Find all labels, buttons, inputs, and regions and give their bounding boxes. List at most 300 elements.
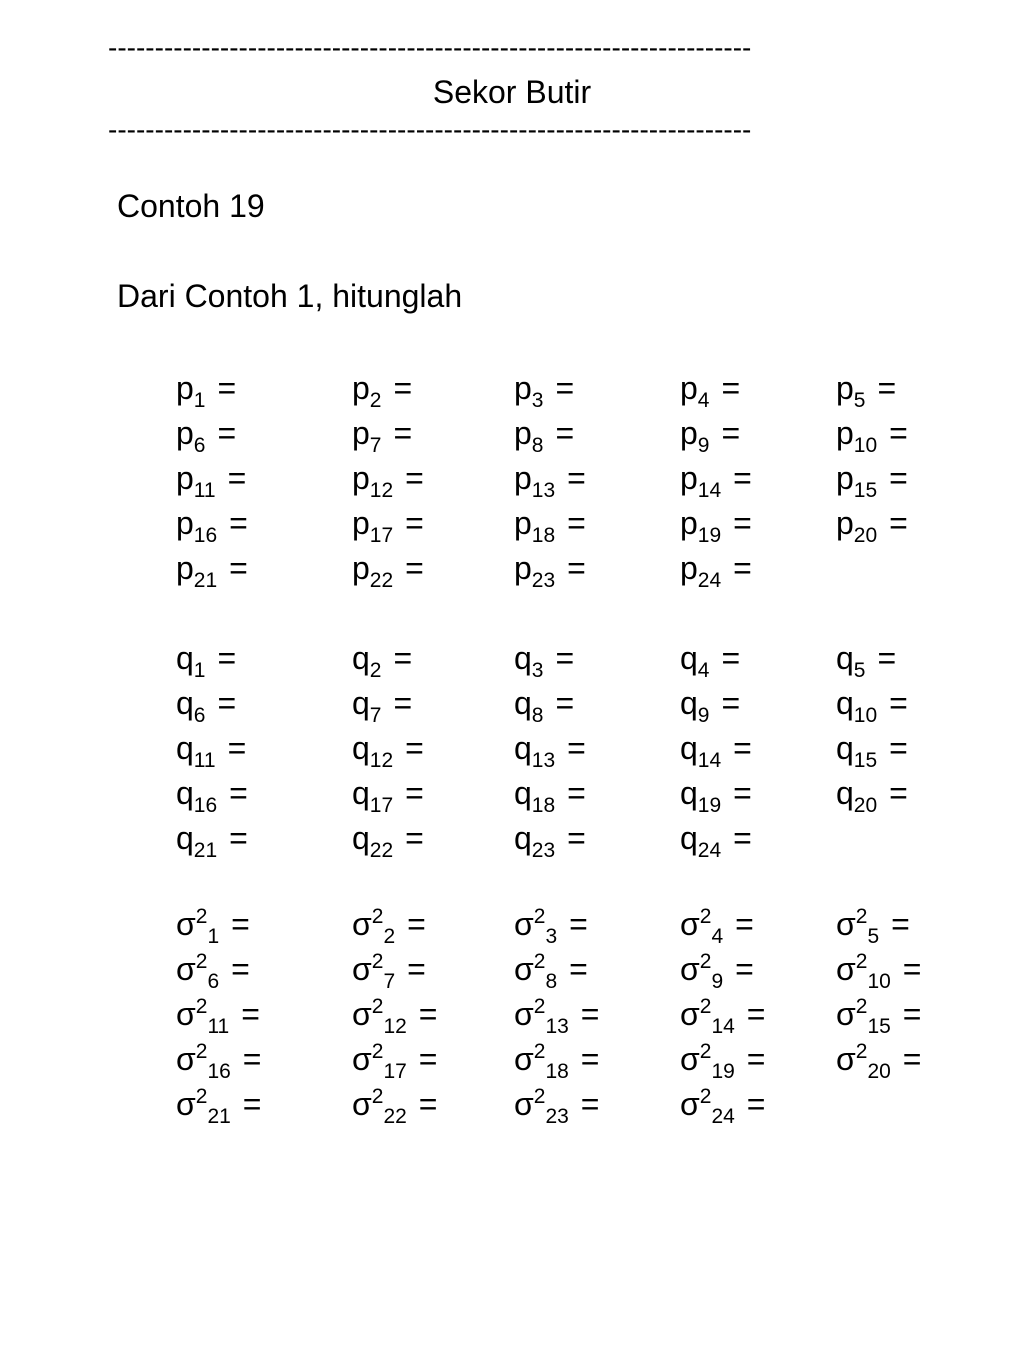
q-item-equals: =	[733, 820, 752, 856]
p-item-index: 3	[531, 388, 544, 412]
q-item-index: 24	[697, 838, 722, 862]
variance-item-equals: =	[418, 1041, 438, 1077]
q-item	[352, 683, 413, 727]
variance-item-symbol: σ	[352, 996, 372, 1032]
variance-item-symbol: σ	[836, 1041, 856, 1077]
p-item-index: 14	[697, 478, 722, 502]
q-item-equals: =	[217, 640, 237, 676]
variance-item	[680, 949, 754, 993]
variance-item	[176, 949, 250, 993]
q-item-symbol: q	[680, 820, 698, 856]
q-item-index: 2	[369, 658, 382, 682]
q-item-equals: =	[405, 730, 424, 766]
p-item	[836, 368, 897, 412]
q-item-index: 13	[531, 748, 556, 772]
p-item-index: 7	[369, 433, 382, 457]
q-item-equals: =	[393, 640, 413, 676]
variance-item-equals: =	[735, 951, 754, 987]
q-item-index: 8	[531, 703, 544, 727]
p-item-symbol: p	[514, 505, 532, 541]
p-item-equals: =	[889, 505, 908, 541]
q-item	[514, 683, 575, 727]
p-item-equals: =	[567, 505, 586, 541]
variance-item-power: 2	[699, 1040, 712, 1064]
variance-item-symbol: σ	[836, 906, 856, 942]
q-item-symbol: q	[176, 775, 194, 811]
variance-item-index: 12	[383, 1014, 407, 1038]
variance-item-index: 8	[545, 969, 558, 993]
p-item-symbol: p	[514, 460, 532, 496]
q-item-equals: =	[733, 730, 752, 766]
q-item-index: 7	[369, 703, 382, 727]
p-item-index: 5	[853, 388, 866, 412]
variance-item	[176, 1039, 262, 1083]
p-item-equals: =	[877, 370, 897, 406]
variance-item-power: 2	[195, 995, 208, 1019]
variance-item	[514, 1039, 600, 1083]
variance-item-index: 13	[545, 1014, 569, 1038]
p-item-equals: =	[555, 415, 575, 451]
variance-item	[836, 904, 910, 948]
q-item-symbol: q	[836, 640, 854, 676]
p-item	[176, 368, 237, 412]
p-item-index: 1	[193, 388, 206, 412]
p-item-symbol: p	[836, 370, 854, 406]
q-item	[680, 683, 741, 727]
variance-item-power: 2	[533, 995, 546, 1019]
variance-item-equals: =	[418, 1086, 438, 1122]
p-item	[514, 368, 575, 412]
q-item-symbol: q	[680, 685, 698, 721]
variance-item-power: 2	[195, 950, 208, 974]
p-item	[680, 368, 741, 412]
q-item-index: 21	[193, 838, 218, 862]
p-item	[514, 458, 586, 502]
variance-item-equals: =	[569, 951, 588, 987]
variance-item-power: 2	[855, 995, 868, 1019]
variance-item-equals: =	[746, 996, 766, 1032]
q-item-symbol: q	[176, 640, 194, 676]
variance-item-power: 2	[533, 905, 546, 929]
variance-item-power: 2	[371, 950, 384, 974]
p-item-equals: =	[405, 550, 424, 586]
variance-item-index: 11	[207, 1014, 230, 1038]
p-item	[176, 413, 237, 457]
q-item	[514, 818, 586, 862]
variance-item-index: 15	[867, 1014, 891, 1038]
q-item-index: 9	[697, 703, 710, 727]
p-item-equals: =	[229, 550, 248, 586]
p-item-symbol: p	[680, 460, 698, 496]
p-item-symbol: p	[176, 505, 194, 541]
p-item-equals: =	[567, 460, 586, 496]
variance-item-index: 6	[207, 969, 220, 993]
q-item	[176, 683, 237, 727]
variance-item-symbol: σ	[514, 996, 534, 1032]
variance-item	[680, 904, 754, 948]
example-title: Contoh 19	[117, 188, 265, 224]
q-item-equals: =	[229, 775, 248, 811]
q-item	[680, 818, 752, 862]
variance-item	[514, 949, 588, 993]
p-item-index: 15	[853, 478, 878, 502]
q-item-index: 4	[697, 658, 710, 682]
p-item-index: 9	[697, 433, 710, 457]
q-item	[176, 818, 248, 862]
variance-item-symbol: σ	[514, 1086, 534, 1122]
bottom-divider: ---------------------------------------------------------------------	[108, 116, 752, 144]
p-item	[836, 503, 908, 547]
variance-item-symbol: σ	[680, 951, 700, 987]
p-item-equals: =	[229, 505, 248, 541]
variance-item-equals: =	[746, 1041, 766, 1077]
variance-item-equals: =	[418, 996, 438, 1032]
q-item-index: 5	[853, 658, 866, 682]
q-item-index: 22	[369, 838, 394, 862]
p-item	[680, 413, 741, 457]
variance-item-index: 3	[545, 924, 558, 948]
variance-item	[176, 994, 260, 1038]
q-item	[176, 773, 248, 817]
q-item-equals: =	[405, 820, 424, 856]
p-item-index: 2	[369, 388, 382, 412]
q-item-symbol: q	[680, 775, 698, 811]
q-item-index: 20	[853, 793, 878, 817]
variance-item-symbol: σ	[176, 996, 196, 1032]
variance-item-index: 14	[711, 1014, 735, 1038]
p-item-equals: =	[721, 370, 741, 406]
q-item-index: 23	[531, 838, 556, 862]
p-item-symbol: p	[680, 370, 698, 406]
q-item-index: 11	[193, 748, 216, 772]
p-item-index: 4	[697, 388, 710, 412]
q-item-equals: =	[721, 685, 741, 721]
q-item-symbol: q	[514, 775, 532, 811]
p-item-index: 12	[369, 478, 394, 502]
p-item-index: 6	[193, 433, 206, 457]
q-item-index: 3	[531, 658, 544, 682]
variance-item-index: 7	[383, 969, 396, 993]
variance-item-symbol: σ	[836, 951, 856, 987]
q-item-symbol: q	[176, 730, 194, 766]
p-item-symbol: p	[836, 460, 854, 496]
variance-item-symbol: σ	[680, 996, 700, 1032]
q-item-equals: =	[889, 685, 908, 721]
variance-item-power: 2	[371, 995, 384, 1019]
variance-item	[680, 1039, 766, 1083]
p-item-equals: =	[733, 505, 752, 541]
variance-item-power: 2	[195, 1040, 208, 1064]
variance-item-equals: =	[902, 1041, 922, 1077]
p-item	[680, 503, 752, 547]
q-item-index: 16	[193, 793, 218, 817]
q-item-equals: =	[889, 775, 908, 811]
variance-item-index: 22	[383, 1104, 407, 1128]
q-item-equals: =	[733, 775, 752, 811]
variance-item-index: 9	[711, 969, 724, 993]
q-item-symbol: q	[836, 685, 854, 721]
variance-item-power: 2	[855, 950, 868, 974]
variance-item-index: 10	[867, 969, 891, 993]
variance-item-power: 2	[371, 905, 384, 929]
variance-item-power: 2	[699, 950, 712, 974]
q-item-index: 10	[853, 703, 878, 727]
variance-item	[836, 949, 922, 993]
p-item-index: 16	[193, 523, 218, 547]
variance-item-power: 2	[371, 1085, 384, 1109]
q-item-symbol: q	[514, 730, 532, 766]
p-item-index: 13	[531, 478, 556, 502]
variance-item-equals: =	[891, 906, 910, 942]
p-item	[352, 548, 424, 592]
variance-item-equals: =	[902, 951, 922, 987]
p-item	[680, 458, 752, 502]
p-item-symbol: p	[836, 415, 854, 451]
p-item-index: 18	[531, 523, 556, 547]
p-item-symbol: p	[176, 550, 194, 586]
q-item-equals: =	[555, 640, 575, 676]
p-item-symbol: p	[514, 415, 532, 451]
p-item-symbol: p	[514, 550, 532, 586]
q-item-symbol: q	[176, 820, 194, 856]
q-item-equals: =	[567, 820, 586, 856]
variance-item	[176, 1084, 262, 1128]
p-item	[514, 503, 586, 547]
variance-item-index: 24	[711, 1104, 735, 1128]
p-item-symbol: p	[352, 460, 370, 496]
q-item	[836, 683, 908, 727]
p-item	[352, 368, 413, 412]
variance-item	[680, 994, 766, 1038]
p-item-symbol: p	[680, 505, 698, 541]
q-item	[836, 638, 897, 682]
variance-item-power: 2	[699, 1085, 712, 1109]
p-item-symbol: p	[514, 370, 532, 406]
p-item-equals: =	[889, 460, 908, 496]
variance-item-equals: =	[231, 951, 250, 987]
q-item-equals: =	[567, 775, 586, 811]
variance-item	[352, 1084, 438, 1128]
variance-item-symbol: σ	[514, 1041, 534, 1077]
variance-item-equals: =	[231, 906, 250, 942]
variance-item-power: 2	[195, 1085, 208, 1109]
variance-item-symbol: σ	[680, 906, 700, 942]
q-item-symbol: q	[352, 685, 370, 721]
q-item-index: 6	[193, 703, 206, 727]
variance-item-symbol: σ	[176, 906, 196, 942]
variance-item-power: 2	[533, 1040, 546, 1064]
p-item-index: 10	[853, 433, 878, 457]
q-item	[514, 638, 575, 682]
variance-item	[352, 1039, 438, 1083]
q-item-symbol: q	[352, 820, 370, 856]
variance-item-equals: =	[569, 906, 588, 942]
q-item-equals: =	[889, 730, 908, 766]
q-item-index: 12	[369, 748, 394, 772]
q-item-symbol: q	[352, 775, 370, 811]
q-item-symbol: q	[836, 775, 854, 811]
variance-item-index: 1	[207, 924, 220, 948]
p-item-symbol: p	[836, 505, 854, 541]
q-item-symbol: q	[514, 640, 532, 676]
p-item-symbol: p	[680, 415, 698, 451]
variance-item-index: 16	[207, 1059, 231, 1083]
q-item-index: 15	[853, 748, 878, 772]
variance-item-symbol: σ	[680, 1086, 700, 1122]
p-item-equals: =	[393, 415, 413, 451]
p-item	[352, 458, 424, 502]
variance-item-symbol: σ	[352, 1086, 372, 1122]
p-item-index: 24	[697, 568, 722, 592]
variance-item-symbol: σ	[514, 951, 534, 987]
variance-item-equals: =	[746, 1086, 766, 1122]
p-item-equals: =	[405, 460, 424, 496]
p-item-symbol: p	[352, 370, 370, 406]
q-item-equals: =	[229, 820, 248, 856]
q-item	[176, 638, 237, 682]
variance-item	[514, 904, 588, 948]
q-item	[680, 638, 741, 682]
variance-item-index: 5	[867, 924, 880, 948]
q-item	[352, 773, 424, 817]
q-item-symbol: q	[176, 685, 194, 721]
p-item-index: 20	[853, 523, 878, 547]
variance-item	[352, 994, 438, 1038]
p-item-equals: =	[567, 550, 586, 586]
q-item	[836, 728, 908, 772]
variance-item-equals: =	[407, 951, 426, 987]
variance-item-index: 20	[867, 1059, 891, 1083]
p-item-symbol: p	[176, 415, 194, 451]
q-item-equals: =	[555, 685, 575, 721]
variance-item	[514, 1084, 600, 1128]
variance-item-power: 2	[533, 950, 546, 974]
q-item-equals: =	[405, 775, 424, 811]
variance-item	[836, 994, 922, 1038]
variance-item-power: 2	[533, 1085, 546, 1109]
variance-item-equals: =	[902, 996, 922, 1032]
p-item-equals: =	[217, 415, 237, 451]
variance-item-power: 2	[855, 905, 868, 929]
variance-item-power: 2	[699, 995, 712, 1019]
p-item	[680, 548, 752, 592]
variance-item-equals: =	[580, 1041, 600, 1077]
p-item	[176, 503, 248, 547]
p-item-index: 23	[531, 568, 556, 592]
variance-item-index: 17	[383, 1059, 407, 1083]
q-item-symbol: q	[514, 820, 532, 856]
q-item	[352, 638, 413, 682]
p-item-equals: =	[393, 370, 413, 406]
variance-item	[176, 904, 250, 948]
p-item-equals: =	[889, 415, 908, 451]
variance-item-equals: =	[735, 906, 754, 942]
p-item-equals: =	[217, 370, 237, 406]
q-item-symbol: q	[352, 730, 370, 766]
variance-item	[352, 904, 426, 948]
variance-item-equals: =	[242, 1086, 262, 1122]
page-title: Sekor Butir	[432, 74, 592, 110]
variance-item-symbol: σ	[352, 951, 372, 987]
variance-item-symbol: σ	[176, 1041, 196, 1077]
p-item	[176, 458, 247, 502]
q-item-symbol: q	[680, 640, 698, 676]
variance-item-power: 2	[699, 905, 712, 929]
variance-item	[836, 1039, 922, 1083]
p-item-equals: =	[227, 460, 247, 496]
variance-item-symbol: σ	[352, 1041, 372, 1077]
variance-item	[514, 994, 600, 1038]
p-item	[352, 413, 413, 457]
q-item	[352, 818, 424, 862]
p-item-symbol: p	[680, 550, 698, 586]
variance-item-equals: =	[241, 996, 260, 1032]
p-item-index: 22	[369, 568, 394, 592]
variance-item-index: 18	[545, 1059, 569, 1083]
q-item-index: 1	[193, 658, 206, 682]
q-item-equals: =	[217, 685, 237, 721]
q-item-index: 17	[369, 793, 394, 817]
variance-item-symbol: σ	[514, 906, 534, 942]
p-item	[514, 548, 586, 592]
q-item	[176, 728, 247, 772]
p-item-index: 17	[369, 523, 394, 547]
variance-item-symbol: σ	[680, 1041, 700, 1077]
q-item	[836, 773, 908, 817]
q-item	[680, 728, 752, 772]
p-item-equals: =	[555, 370, 575, 406]
p-item-symbol: p	[352, 505, 370, 541]
variance-item-equals: =	[242, 1041, 262, 1077]
p-item-index: 11	[193, 478, 216, 502]
p-item-index: 8	[531, 433, 544, 457]
q-item-index: 19	[697, 793, 722, 817]
instruction-text: Dari Contoh 1, hitunglah	[117, 278, 463, 314]
p-item-symbol: p	[352, 415, 370, 451]
variance-item-equals: =	[580, 1086, 600, 1122]
q-item-equals: =	[227, 730, 247, 766]
q-item-index: 18	[531, 793, 556, 817]
q-item	[514, 773, 586, 817]
q-item-index: 14	[697, 748, 722, 772]
q-item-symbol: q	[680, 730, 698, 766]
variance-item-index: 2	[383, 924, 396, 948]
p-item-equals: =	[721, 415, 741, 451]
variance-item-equals: =	[580, 996, 600, 1032]
variance-item-equals: =	[407, 906, 426, 942]
variance-item	[352, 949, 426, 993]
variance-item-power: 2	[371, 1040, 384, 1064]
q-item-equals: =	[567, 730, 586, 766]
variance-item-index: 19	[711, 1059, 735, 1083]
variance-item-index: 23	[545, 1104, 569, 1128]
p-item-equals: =	[405, 505, 424, 541]
p-item-index: 21	[193, 568, 218, 592]
q-item-symbol: q	[352, 640, 370, 676]
variance-item-power: 2	[855, 1040, 868, 1064]
variance-item-symbol: σ	[176, 1086, 196, 1122]
p-item	[514, 413, 575, 457]
top-divider: ---------------------------------------------------------------------	[108, 34, 752, 62]
p-item-equals: =	[733, 550, 752, 586]
p-item	[352, 503, 424, 547]
variance-item-symbol: σ	[836, 996, 856, 1032]
q-item-symbol: q	[514, 685, 532, 721]
variance-item-power: 2	[195, 905, 208, 929]
variance-item-index: 4	[711, 924, 724, 948]
q-item	[680, 773, 752, 817]
variance-item-symbol: σ	[352, 906, 372, 942]
